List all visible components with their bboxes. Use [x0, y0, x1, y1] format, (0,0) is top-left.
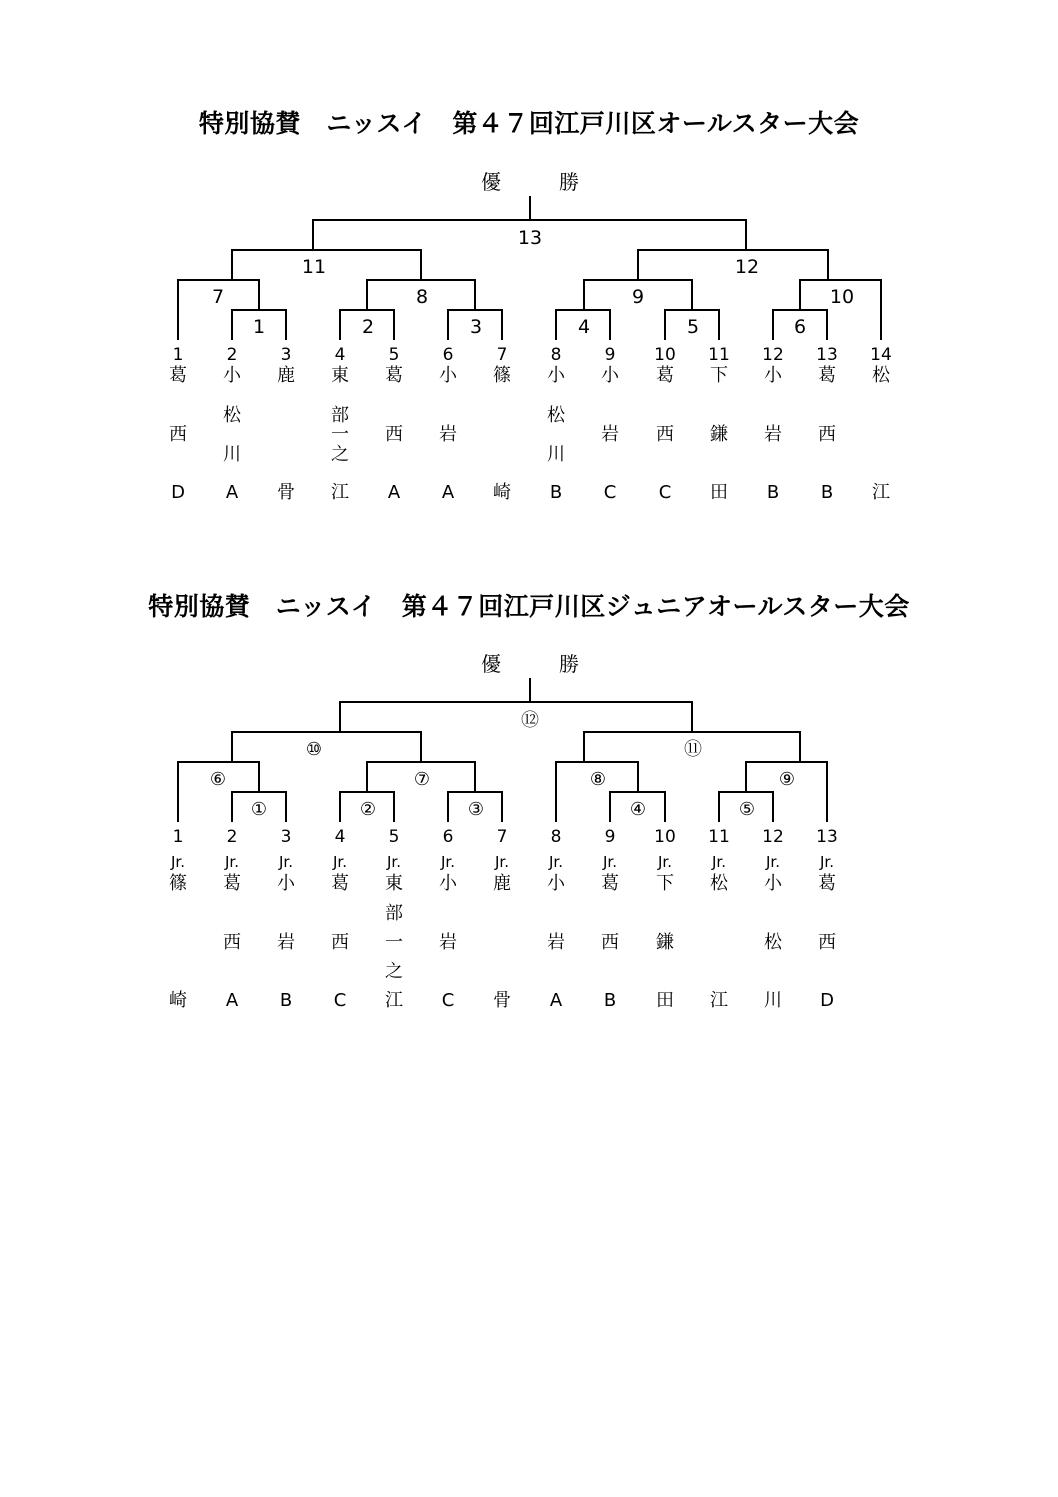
match-number: ⑤	[738, 799, 756, 820]
team-name-char: 篠	[493, 365, 511, 386]
team-name-char: 之	[385, 961, 403, 982]
team-number: 3	[280, 345, 292, 365]
team-name-char: A	[441, 482, 455, 503]
team-name-char: 西	[818, 424, 836, 445]
team-number: 8	[550, 827, 562, 847]
match-number: 4	[577, 316, 591, 338]
match-number: ④	[629, 799, 647, 820]
team-number: 5	[388, 345, 400, 365]
team-name-char: C	[603, 482, 617, 503]
team-name-char: 小	[277, 873, 295, 894]
team-number: 12	[762, 345, 784, 365]
match-number: 9	[631, 286, 645, 308]
team-number: 9	[604, 827, 616, 847]
team-number: 11	[708, 345, 730, 365]
winner-label-char: 勝	[559, 170, 579, 194]
team-name-char: 松	[547, 405, 565, 426]
junior-prefix: Jr.	[495, 853, 509, 871]
team-name-char: 小	[601, 365, 619, 386]
team-name-char: 葛	[818, 873, 836, 894]
junior-prefix: Jr.	[766, 853, 780, 871]
match-number: ⑦	[413, 769, 431, 790]
team-name-char: B	[279, 990, 293, 1011]
team-name-char: 鹿	[277, 365, 295, 386]
team-name-char: 西	[656, 424, 674, 445]
team-name-char: B	[603, 990, 617, 1011]
semi-bracket-right	[638, 250, 828, 280]
team-number: 6	[442, 345, 454, 365]
team-name-char: D	[820, 990, 834, 1011]
team-name-char: 西	[223, 932, 241, 953]
team-name-char: 小	[764, 365, 782, 386]
team-name-char: 部	[331, 405, 349, 426]
team-name-char: 部	[385, 903, 403, 924]
team-name-char: 松	[764, 932, 782, 953]
team-name-char: 江	[331, 482, 349, 503]
team-name-char: 小	[547, 873, 565, 894]
team-name-char: 鎌	[710, 424, 728, 445]
team-name-char: 西	[818, 932, 836, 953]
match-number: ⑪	[684, 739, 702, 760]
match-number: 5	[686, 316, 700, 338]
team-number: 7	[496, 345, 508, 365]
team-name-char: 小	[439, 873, 457, 894]
team-name-char: 一	[385, 932, 403, 953]
match-number: ⑩	[305, 739, 323, 760]
team-name-char: 岩	[547, 932, 565, 953]
junior-prefix: Jr.	[603, 853, 617, 871]
team-name-char: 東	[385, 873, 403, 894]
team-name-char: 川	[764, 990, 782, 1011]
team-number: 13	[816, 345, 838, 365]
team-name-char: 岩	[439, 424, 457, 445]
team-name-char: 松	[223, 405, 241, 426]
team-name-char: A	[225, 990, 239, 1011]
team-name-char: 葛	[656, 365, 674, 386]
team-name-char: 岩	[764, 424, 782, 445]
match-number: 8	[415, 286, 429, 308]
team-name-char: 下	[656, 873, 674, 894]
team-number: 4	[334, 345, 346, 365]
team-number: 11	[708, 827, 730, 847]
junior-tournament-title: 特別協賛 ニッスイ 第４７回江戸川区ジュニアオールスター大会	[148, 592, 910, 621]
junior-prefix: Jr.	[279, 853, 293, 871]
team-name-char: 川	[547, 444, 565, 465]
team-name-char: 江	[872, 482, 890, 503]
team-name-char: 西	[601, 932, 619, 953]
team-number: 8	[550, 345, 562, 365]
match-number: 7	[211, 286, 225, 308]
team-number: 1	[172, 827, 184, 847]
semi-bracket-left	[232, 250, 421, 280]
team-name-char: 岩	[277, 932, 295, 953]
junior-prefix: Jr.	[441, 853, 455, 871]
team-name-char: 西	[169, 424, 187, 445]
team-name-char: 岩	[439, 932, 457, 953]
match-number: ①	[250, 799, 268, 820]
junior-prefix: Jr.	[387, 853, 401, 871]
team-number: 12	[762, 827, 784, 847]
match-number: 1	[252, 316, 266, 338]
team-name-char: 葛	[169, 365, 187, 386]
senior-tournament-title: 特別協賛 ニッスイ 第４７回江戸川区オールスター大会	[198, 109, 860, 138]
team-name-char: 田	[710, 482, 728, 503]
team-name-char: 江	[710, 990, 728, 1011]
team-number: 14	[870, 345, 892, 365]
team-number: 4	[334, 827, 346, 847]
junior-prefix: Jr.	[549, 853, 563, 871]
team-name-char: C	[658, 482, 672, 503]
match-number: ③	[467, 799, 485, 820]
team-number: 3	[280, 827, 292, 847]
team-number: 5	[388, 827, 400, 847]
team-number: 6	[442, 827, 454, 847]
match-number: 12	[734, 256, 760, 278]
match-number: ⑫	[521, 710, 539, 731]
match-number: ⑧	[589, 769, 607, 790]
team-name-char: 小	[439, 365, 457, 386]
junior-prefix: Jr.	[712, 853, 726, 871]
team-name-char: 松	[872, 365, 890, 386]
semi-bracket-left	[232, 732, 421, 762]
winner-label-char: 優	[481, 170, 501, 194]
team-name-char: 小	[764, 873, 782, 894]
junior-prefix: Jr.	[333, 853, 347, 871]
team-name-char: 松	[710, 873, 728, 894]
final-bracket	[340, 702, 692, 732]
team-name-char: 東	[331, 365, 349, 386]
team-name-char: A	[549, 990, 563, 1011]
team-name-char: 篠	[169, 873, 187, 894]
team-name-char: 田	[656, 990, 674, 1011]
team-name-char: B	[820, 482, 834, 503]
team-name-char: 西	[385, 424, 403, 445]
team-name-char: 一	[331, 424, 349, 445]
team-name-char: 鎌	[656, 932, 674, 953]
team-name-char: 葛	[223, 873, 241, 894]
team-name-char: 骨	[493, 990, 511, 1011]
junior-prefix: Jr.	[820, 853, 834, 871]
team-number: 10	[654, 345, 676, 365]
team-name-char: 崎	[493, 482, 511, 503]
team-name-char: 小	[223, 365, 241, 386]
match-number: 6	[793, 316, 807, 338]
team-name-char: D	[171, 482, 185, 503]
team-name-char: 葛	[818, 365, 836, 386]
team-name-char: 江	[385, 990, 403, 1011]
match-number: ②	[359, 799, 377, 820]
match-number: 10	[829, 286, 855, 308]
team-name-char: 崎	[169, 990, 187, 1011]
team-number: 13	[816, 827, 838, 847]
team-name-char: 鹿	[493, 873, 511, 894]
team-name-char: A	[387, 482, 401, 503]
match-number: 13	[517, 227, 543, 249]
team-name-char: A	[225, 482, 239, 503]
team-number: 2	[226, 345, 238, 365]
team-name-char: 葛	[331, 873, 349, 894]
winner-label-char: 優	[481, 652, 501, 676]
team-name-char: C	[441, 990, 455, 1011]
junior-prefix: Jr.	[658, 853, 672, 871]
team-name-char: 骨	[277, 482, 295, 503]
team-name-char: 西	[331, 932, 349, 953]
team-name-char: 葛	[385, 365, 403, 386]
winner-label-char: 勝	[559, 652, 579, 676]
team-name-char: 下	[710, 365, 728, 386]
team-number: 1	[172, 345, 184, 365]
match-number: ⑥	[209, 769, 227, 790]
team-name-char: B	[766, 482, 780, 503]
team-number: 7	[496, 827, 508, 847]
team-name-char: 小	[547, 365, 565, 386]
match-number: 11	[301, 256, 327, 278]
match-number: 3	[469, 316, 483, 338]
team-name-char: C	[333, 990, 347, 1011]
team-name-char: 岩	[601, 424, 619, 445]
match-number: 2	[361, 316, 375, 338]
team-name-char: 之	[331, 444, 349, 465]
junior-prefix: Jr.	[171, 853, 185, 871]
team-name-char: 葛	[601, 873, 619, 894]
team-number: 9	[604, 345, 616, 365]
junior-prefix: Jr.	[225, 853, 239, 871]
match-number: ⑨	[778, 769, 796, 790]
team-number: 2	[226, 827, 238, 847]
team-name-char: B	[549, 482, 563, 503]
team-name-char: 川	[223, 444, 241, 465]
team-number: 10	[654, 827, 676, 847]
